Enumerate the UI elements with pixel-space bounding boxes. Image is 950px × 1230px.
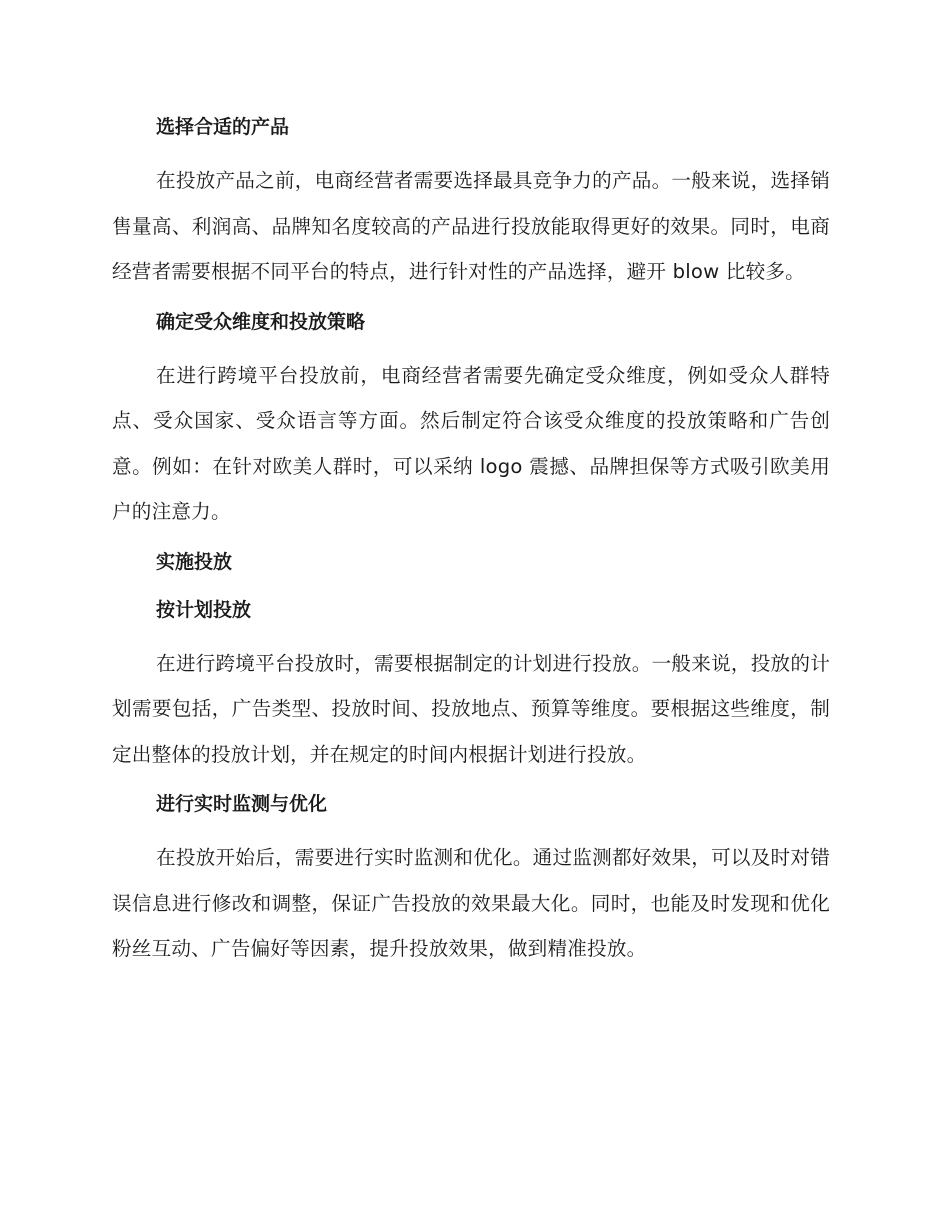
section-heading-implement: 实施投放 xyxy=(156,550,233,573)
section-body-audience-strategy: 在进行跨境平台投放前，电商经营者需要先确定受众维度，例如受众人群特点、受众国家、受众语言等方面。然后制定符合该受众维度的投放策略和广告创意。例如：在针对欧美人群时，可以采纳 logo 震撼、品牌担保等方式吸引欧美用户的注意力。 xyxy=(112,363,830,523)
section-heading-select-product: 选择合适的产品 xyxy=(156,116,290,138)
document-content xyxy=(112,110,830,972)
section-body-monitor-optimize: 在投放开始后，需要进行实时监测和优化。通过监测都好效果，可以及时对错误信息进行修改和调整，保证广告投放的效果最大化。同时，也能及时发现和优化粉丝互动、广告偏好等因素，提升投放效果，做到精准投放。 xyxy=(112,846,830,960)
section-body-plan-delivery: 在进行跨境平台投放时，需要根据制定的计划进行投放。一般来说，投放的计划需要包括，广告类型、投放时间、投放地点、预算等维度。要根据这些维度，制定出整体的投放计划，并在规定的时间内根据计划进行投放。 xyxy=(112,651,830,766)
section-body-select-product: 在投放产品之前，电商经营者需要选择最具竞争力的产品。一般来说，选择销售量高、利润高、品牌知名度较高的产品进行投放能取得更好的效果。同时，电商经营者需要根据不同平台的特点，进行针对性的产品选择，避开 blow 比较多。 xyxy=(112,169,830,283)
section-heading-monitor-optimize: 进行实时监测与优化 xyxy=(156,793,328,815)
section-heading-audience-strategy: 确定受众维度和投放策略 xyxy=(156,310,366,333)
section-heading-plan-delivery: 按计划投放 xyxy=(156,598,252,621)
